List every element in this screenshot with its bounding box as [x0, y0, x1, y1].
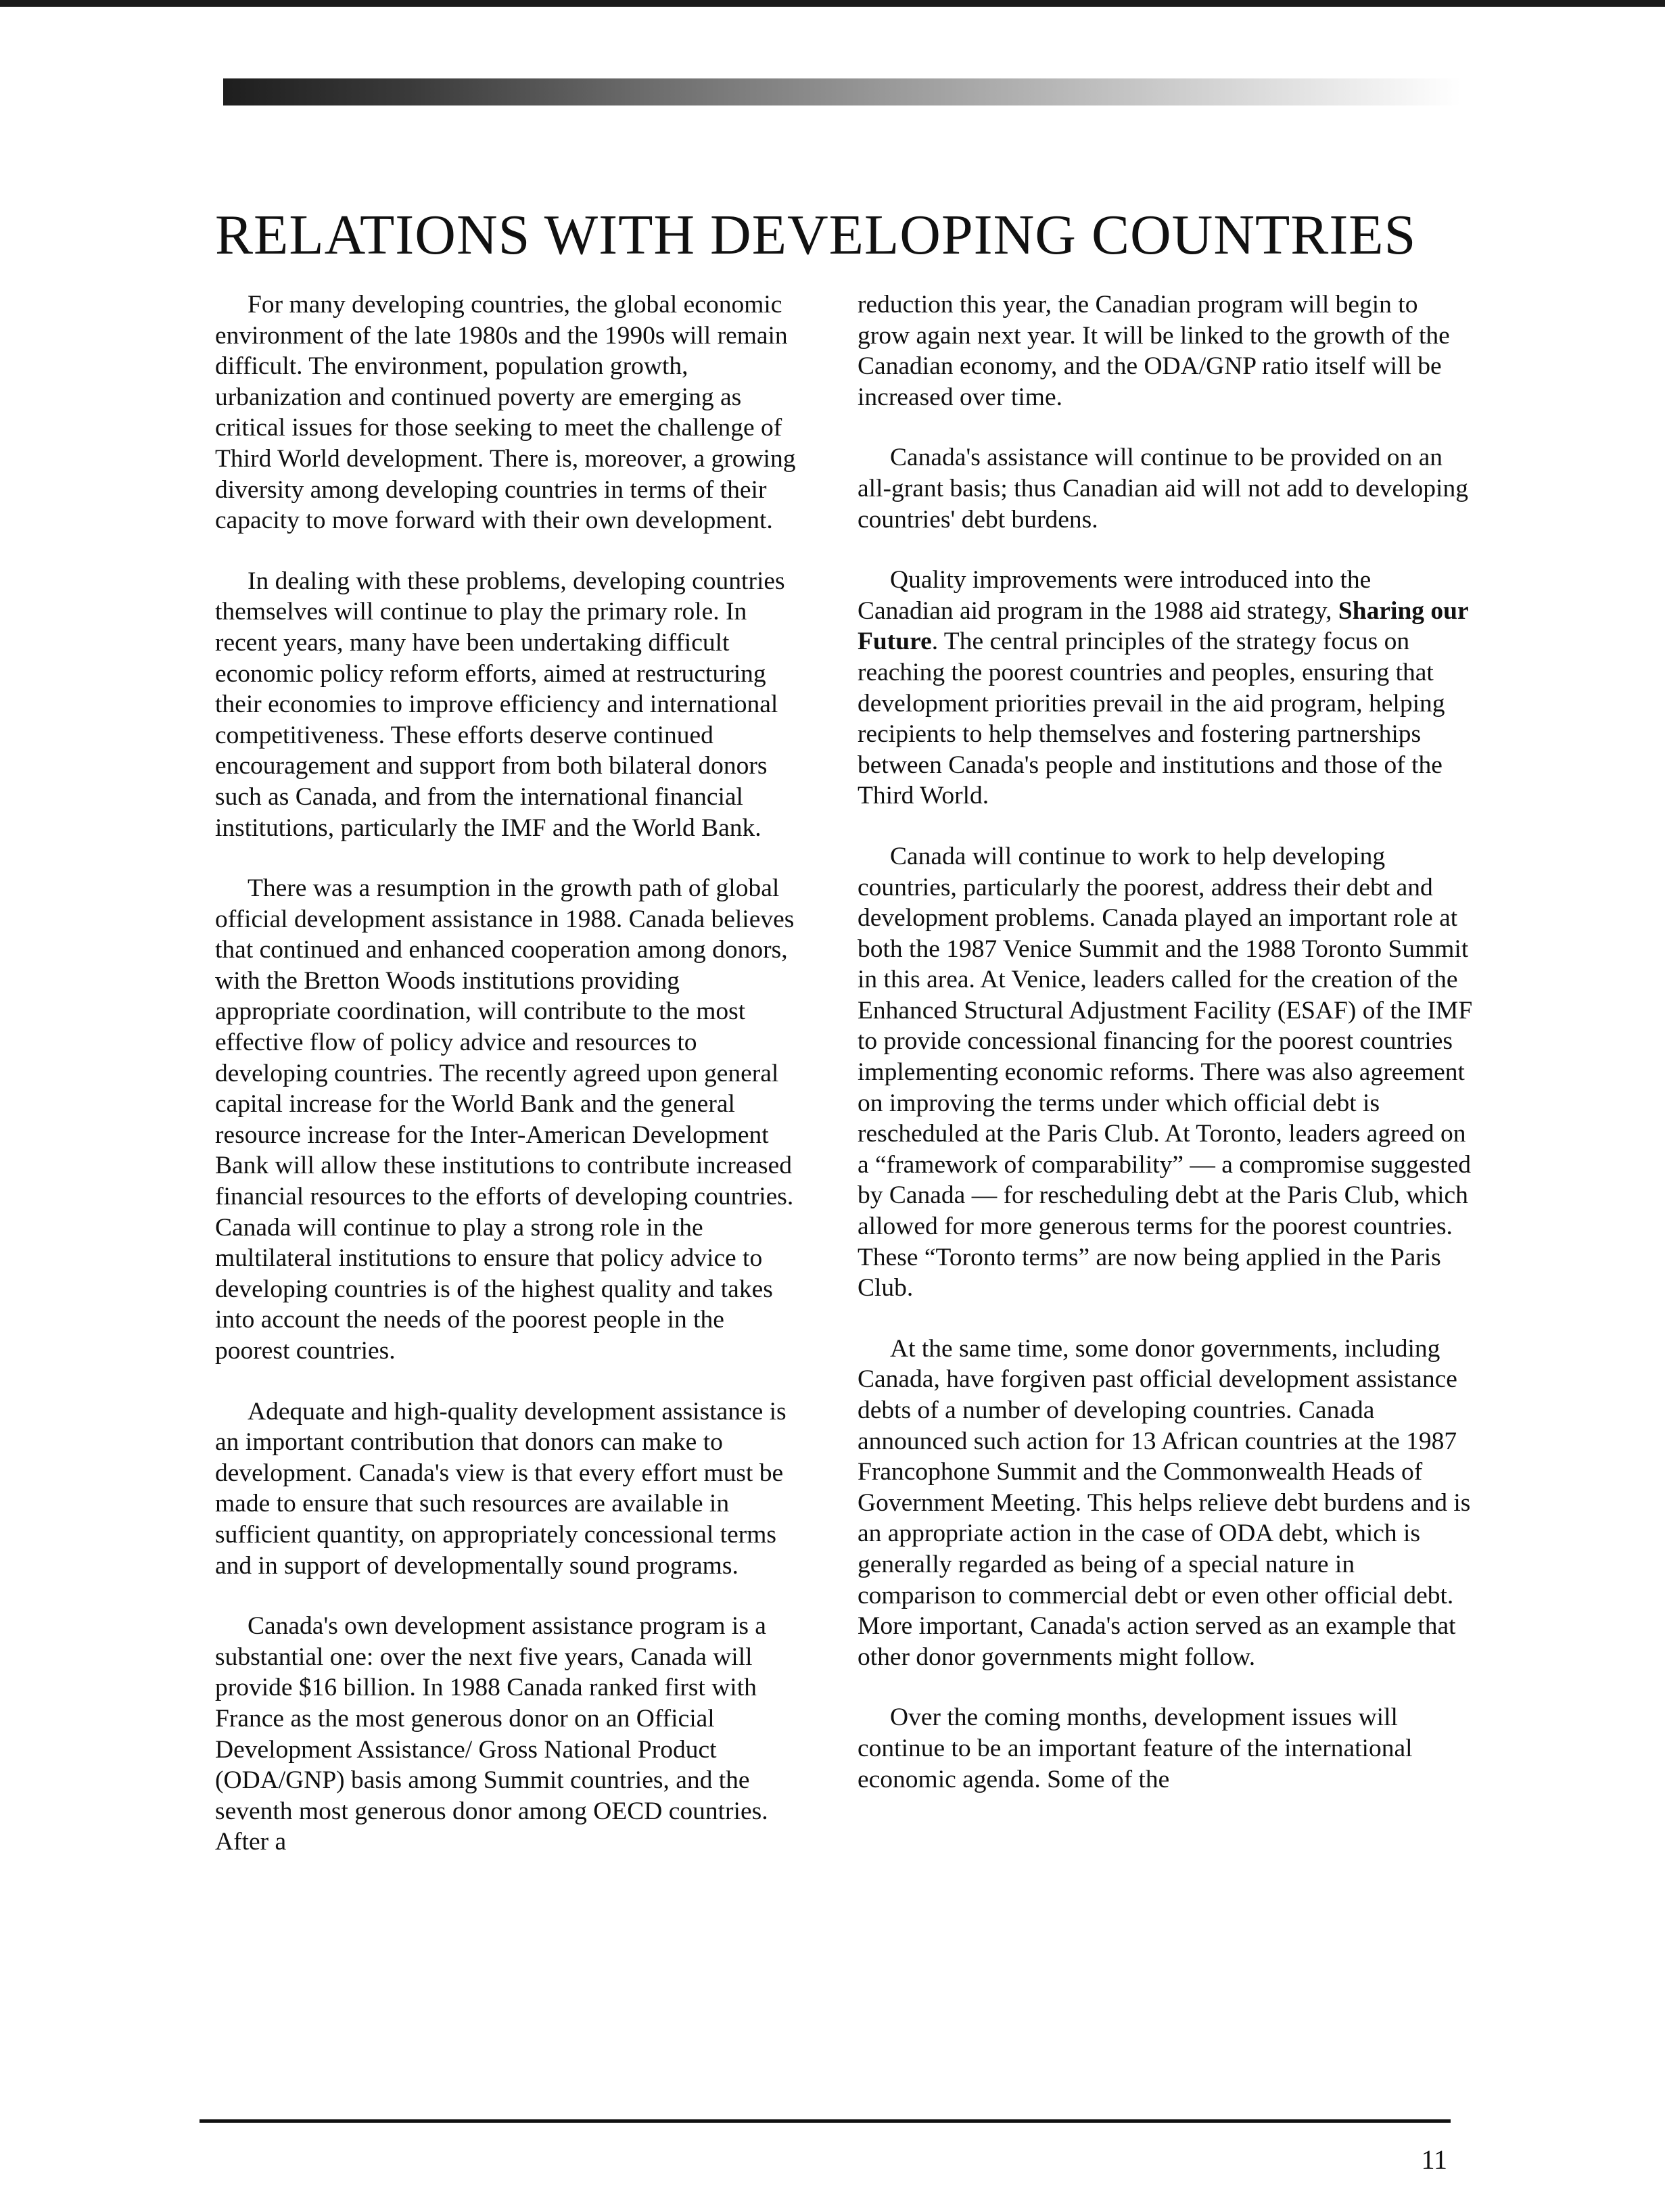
footer-rule [200, 2119, 1451, 2123]
top-border-rule [0, 0, 1665, 7]
right-column [858, 289, 1473, 1825]
left-column [215, 289, 797, 1887]
strategy-title: Sharing our Future [858, 596, 1468, 656]
page-title: RELATIONS WITH DEVELOPING COUNTRIES [215, 204, 1417, 266]
paragraph: There was a resumption in the growth path of global official development assistance in 1988. Canada believes that continued and enhanced cooperation among donors, with the Bretton Woods institutions providing appropriate coordination, will contribute to the most effective flow of policy advice and resources to developing countries. The recently agreed upon general capital increase for the World Bank and the general resource increase for the Inter-American Development Bank will allow these institutions to contribute increased financial resources to the efforts of developing countries. Canada will continue to play a strong role in the multilateral institutions to ensure that policy advice to developing countries is of the highest quality and takes into account the needs of the poorest people in the poorest countries. [215, 874, 795, 1365]
header-gradient-band [223, 78, 1461, 105]
page-number: 11 [1421, 2144, 1447, 2175]
paragraph [858, 565, 1473, 811]
text-run: Quality improvements were introduced into the Canadian aid program in the 1988 aid strategy, [858, 566, 1371, 625]
text-run: . The central principles of the strategy focus on reaching the poorest countries and peoples, ensuring that development priorities prevail in the aid program, helping recipients to help themselves and fostering partnerships between Canada's people and institutions and those of the Third World. [858, 628, 1445, 810]
paragraph-continued: reduction this year, the Canadian program will begin to grow again next year. It will be linked to the growth of the Canadian economy, and the ODA/GNP ratio itself will be increased over time. [858, 291, 1450, 411]
paragraph: Canada's assistance will continue to be provided on an all-grant basis; thus Canadian aid will not add to developing countries' debt burdens. [858, 444, 1468, 534]
paragraph: At the same time, some donor governments, including Canada, have forgiven past official development assistance debts of a number of developing countries. Canada announced such action for 13 African countries at the 1987 Francophone Summit and the Commonwealth Heads of Government Meeting. This helps relieve debt burdens and is an appropriate action in the case of ODA debt, which is generally regarded as being of a special nature in comparison to commercial debt or even other official debt. More important, Canada's action served as an example that other donor governments might follow. [858, 1334, 1471, 1671]
paragraph: Adequate and high-quality development assistance is an important contribution that donors can make to development. Canada's view is that every effort must be made to ensure that such resources are available in sufficient quantity, on appropriately concessional terms and in support of developmentally sound programs. [215, 1397, 787, 1580]
paragraph: For many developing countries, the global economic environment of the late 1980s and the 1990s will remain difficult. The environment, population growth, urbanization and continued poverty are emerging as critical issues for those seeking to meet the challenge of Third World development. There is, moreover, a growing diversity among developing countries in terms of their capacity to move forward with their own development. [215, 291, 796, 535]
paragraph: Canada will continue to work to help developing countries, particularly the poorest, address their debt and development problems. Canada played an important role at both the 1987 Venice Summit and the 1988 Toronto Summit in this area. At Venice, leaders called for the creation of the Enhanced Structural Adjustment Facility (ESAF) of the IMF to provide concessional financing for the poorest countries implementing economic reforms. There was also agreement on improving the terms under which official debt is rescheduled at the Paris Club. At Toronto, leaders agreed on a “framework of comparability” — a compromise suggested by Canada — for rescheduling debt at the Paris Club, which allowed for more generous terms for the poorest countries. These “Toronto terms” are now being applied in the Paris Club. [858, 842, 1473, 1302]
paragraph: In dealing with these problems, developing countries themselves will continue to play the primary role. In recent years, many have been undertaking difficult economic policy reform efforts, aimed at restructuring their economies to improve efficiency and international competitiveness. These efforts deserve continued encouragement and support from both bilateral donors such as Canada, and from the international financial institutions, particularly the IMF and the World Bank. [215, 567, 785, 842]
paragraph: Canada's own development assistance program is a substantial one: over the next five years, Canada will provide $16 billion. In 1988 Canada ranked first with France as the most generous donor on an Official Development Assistance/ Gross National Product (ODA/GNP) basis among Summit countries, and the seventh most generous donor among OECD countries. After a [215, 1612, 768, 1856]
paragraph: Over the coming months, development issues will continue to be an important feature of the international economic agenda. Some of the [858, 1703, 1413, 1793]
